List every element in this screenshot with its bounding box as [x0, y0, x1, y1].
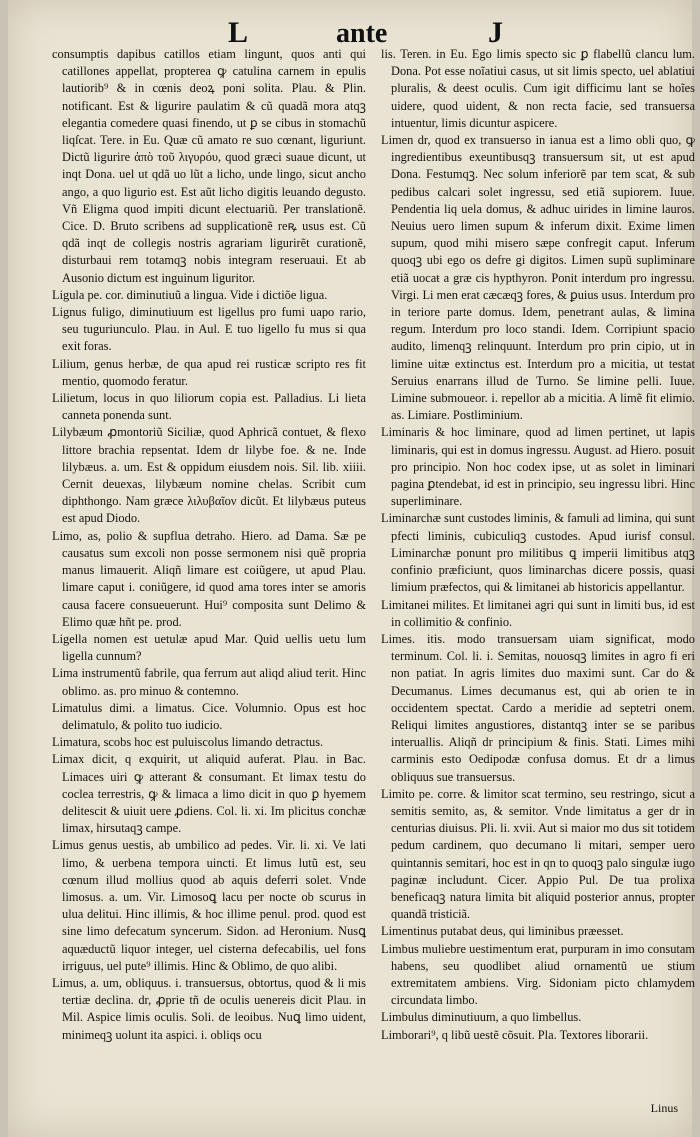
dictionary-entry: Limen dr, quod ex transuerso in ianua est a limo obli quo, ꝙ ingredientibus exeuntibusqꝫ transuersum sit, ut est apud Dona. Festumqꝫ. Nec solum inferiorẽ par tem scat, & sub pedibus calcari solet ingressu, sed etiã supiorem. Iuue. Pendentia liq uela domus, & adhuc uirides in limine lauros. Neuius uero limen supum & inferum dixit. Exime limen supum, quod mihi misero sæpe confregit caput. Inferum quoqꝫ ubi ego os defre gi digitos. Limen supũ supliminare etiã uocaŧ a græ cis hypthyron. Ponit interdum pro ingressu. Virgi. Li men erat cæcæqꝫ fores, & ꝑuius usus. Interdum pro in teriore parte domus. Idem, penetrant aulas, & limina regum. Interdum pro loco standi. Idem. Corripiunt spacio audito, limenqꝫ relinquunt. Interdum pro prin cipio, ut in limine uitæ extinctus est. Interdum pro a micitia, ut testat Seruius enarrans illud de Turno. Se limine pelli. Iuue. Limine submoueor. i. repellor ab a micitia. A limẽ fit elimio. as. Limiare. Postliminium.	[381, 133, 695, 423]
book-page	[8, 0, 695, 1137]
header-right-letter: J	[488, 16, 503, 49]
dictionary-entry: Limax dicit, q exquirit, ut aliquid auferat. Plau. in Bac. Limaces uiri ꝙ atterant & consumant. Et limax testu do coclea terrestris, ꝙ & limaca a limo dicit in quo ꝑ hyemem delitescit & uiuit uere ꝓdiens. Col. li. xi. Im plicitus conchæ limax, hirsutaqꝫ campe.	[52, 752, 366, 836]
left-text-column	[52, 46, 366, 1044]
dictionary-entry: Limo, as, polio & supflua detraho. Hiero. ad Dama. Sæ pe causatus sum excoli non posse sermonem nisi quẽ propria manus limauerit. Aliqñ limare est coiũgere, ut apud Plau. limare caput i. coniũgere, id quod ama tores inter se amoris causa facere consueuerunt. Hui⁹ composita sunt Delimo & Elimo quæ hñt pe. prod.	[52, 528, 366, 629]
dictionary-entry: Limitanei milites. Et limitanei agri qui sunt in limiti bus, id est in collimitio & confinio.	[381, 597, 695, 629]
dictionary-entry: lis. Teren. in Eu. Ego limis specto sic ꝑ flabellũ clancu lum. Dona. Pot esse noĩatiui casus, ut sit limis specto, uel ablatiui pluralis, & deest oculis. Cum igit difficimu lant se hoĩes uidere, quod uident, & non recta facie, sed transuersa intuentur, limis dicuntur aspicere.	[381, 47, 695, 130]
dictionary-entry: Limbulus diminutiuum, a quo limbellus.	[381, 1010, 582, 1025]
dictionary-entry: Limatura, scobs hoc est puluiscolus limando detractus.	[52, 735, 324, 750]
dictionary-entry: Lima instrumentũ fabrile, qua ferrum aut aliqd aliud terit. Hinc oblimo. as. pro minuo & contemno.	[52, 666, 366, 698]
dictionary-entry: Limito pe. corre. & limitor scat termino, seu restringo, sicut a semitis semito, as, & semitor. Vnde limitatus a ger dr in centurias diuisus. Pli. li. xvii. Aut si maior mo dus sit totidem pedum cardinem, quo decumano li mitari, semper uero quintannis semitari, hoc est in qn to quoqꝫ palo singulæ iugo paginæ includunt. Cicer. Appio Pul. De tua prolixa beneficaqꝫ natura limita bit aliquid posterior annus, propter quandã tristiciã.	[381, 786, 695, 922]
catchword: Linus	[650, 1101, 678, 1115]
dictionary-entry: Liminaris & hoc liminare, quod ad limen pertinet, ut lapis liminaris, qui est in domus ingressu. August. ad Hiero. posuit pro principio. Non hoc codex ipse, ut as solet in liminari pagina ꝑtendebat, id est in principio, seu ingressu libri. Hinc superliminare.	[381, 425, 695, 509]
right-text-column	[381, 46, 695, 1044]
dictionary-entry: Ligula pe. cor. diminutiuũ a lingua. Vide i dictiõe ligua.	[52, 287, 328, 302]
dictionary-entry: Ligella nomen est uetulæ apud Mar. Quid uellis uetu lum ligella cunnum?	[52, 631, 366, 664]
dictionary-entry: Lilietum, locus in quo liliorum copia est. Palladius. Li lieta canneta ponenda sunt.	[52, 391, 366, 423]
header-title: ante	[336, 18, 388, 49]
dictionary-entry: Lilybæum ꝓmontoriũ Siciliæ, quod Aphricã contuet, & flexo littore brachia repsentat. Idem dr lilybe foe. & ne. Inde lilybæus. a. um. Est & oppidum eiusdem nois. Sil. lib. xiiii. Cernit deuexas, lilybæum nomine chelas. Scribit cum diphthongo. Nam græce λιλυβαῖον dicũt. Et lilybæus puteus est apud Diodo.	[52, 425, 366, 526]
dictionary-entry: Lignus fuligo, diminutiuum est ligellus pro fumi uapo rario, seu tuguriunculo. Plau. in Aul. E tuo ligello fu mus si qua exit foras.	[52, 305, 366, 354]
dictionary-entry: Lilium, genus herbæ, de qua apud rei rusticæ scripto res fit mentio, quomodo feratur.	[52, 356, 366, 388]
dictionary-entry: Limus, a. um, obliquus. i. transuersus, obtortus, quod & li mis tertiæ declina. dr, ꝓprie tñ de oculis uenereis dicit Plau. in Mil. Aspice limis oculis. Soli. de leoibus. Nuꝗ limo uident, minimeqꝫ uolunt ita aspici. i. obliqs ocu	[52, 975, 366, 1042]
dictionary-entry: Limentinus putabat deus, qui liminibus præesset.	[381, 924, 624, 939]
dictionary-entry: Limes. itis. modo transuersam uiam significat, modo terminum. Col. li. i. Semitas, nouosqꝫ limites in agro fi eri non patiat. In agris limites duo maximi sunt. Car do & Decumanus. Limes decumanus est, qui ab orien te in occidentem spectat. Cardo a meridie ad septetri onem. Reliqui limites angustiores, distantqꝫ inter se se paribus interuallis. Aliqñ dr principium & finis. Stati. Limes mihi carminis esto Oedipodæ confusa domus. Et dr a limus obliquus sue transuersus.	[381, 631, 695, 784]
header-left-letter: L	[228, 16, 249, 49]
dictionary-entry: consumptis dapibus catillos etiam lingunt, quos anti qui catillones appellat, propterea ꝙ catulina carnem in epulis lautiorib⁹ & in cœnis deoꝝ poni solita. Plau. & Plin. notificant. Est & ligurire paulatim & cũ quadã mora atqꝫ elegantia comedere quasi finendo, ut ꝑ se cibus in stomachũ liqſcat. Tere. in Eu. Quæ cũ amato re suo cœnant, liguriunt. Dictũ ligurire ἀπὸ τοῦ λιγυρόυ, quod græci suaue dicunt, ut inqt Dona. uel ut qdã uo lũt a licho, unde lingo, sicut ancho ango, a quo ligurio est. Est aũt licho digitis leuando degusto. Vñ Eligma quod impiti dicunt electuariũ. Per translationẽ. Cice. D. Bruto scribens ad supplicationẽ reꝶ usus est. Cũ qdã inqt de collegis nostris agrariam ligurirẽt curationẽ, disturbaui rem totamqꝫ nobis integram reseruaui. Et ab Ausonio dictum est inguinum liguritor.	[52, 47, 366, 285]
dictionary-entry: Limatulus dimi. a limatus. Cice. Volumnio. Opus est hoc delimatulo, & polito tuo iudicio.	[52, 700, 366, 732]
dictionary-entry: Limbus muliebre uestimentum erat, purpuram in imo consutam habens, seu quodlibet aliud ornamentũ ue stium extremitatem ambiens. Virg. Sidoniam picto chlamydem circundata limbo.	[381, 941, 695, 1008]
dictionary-entry: Liminarchæ sunt custodes liminis, & famuli ad limina, qui sunt pfecti liminis, cubiculiqꝫ custodes. Apud iurisf consul. Liminarchæ ponunt pro militibus ꝗ imperii limitibus atqꝫ confinio præficiunt, quos liminarchas dicere possis, quasi limium præfectos, qui & limitanei ab historicis appellantur.	[381, 511, 695, 595]
dictionary-entry: Limus genus uestis, ab umbilico ad pedes. Vir. li. xi. Ve lati limo, & uerbena tempora uincti. Et limus lutũ est, seu cœnum illud mollius quod ab aquis deferri solet. Vnde limosus. a. um. Vir. Limosoꝗ lacu per nocte ob scurus in ulua delitui. Hinc illimis, & hoc illime penul. prod. quod est sine limo defecatum syncerum. Sidon. ad Heronium. Nusꝗ aquæductũ liquor integer, uel cisterna defecabilis, uel fons irriguus, uel pute⁹ illimis. Hinc & Oblimo, de quo alibi.	[52, 838, 366, 973]
dictionary-entry: Limborari⁹, q libũ uestẽ cõsuit. Pla. Textores liborarii.	[381, 1027, 649, 1042]
